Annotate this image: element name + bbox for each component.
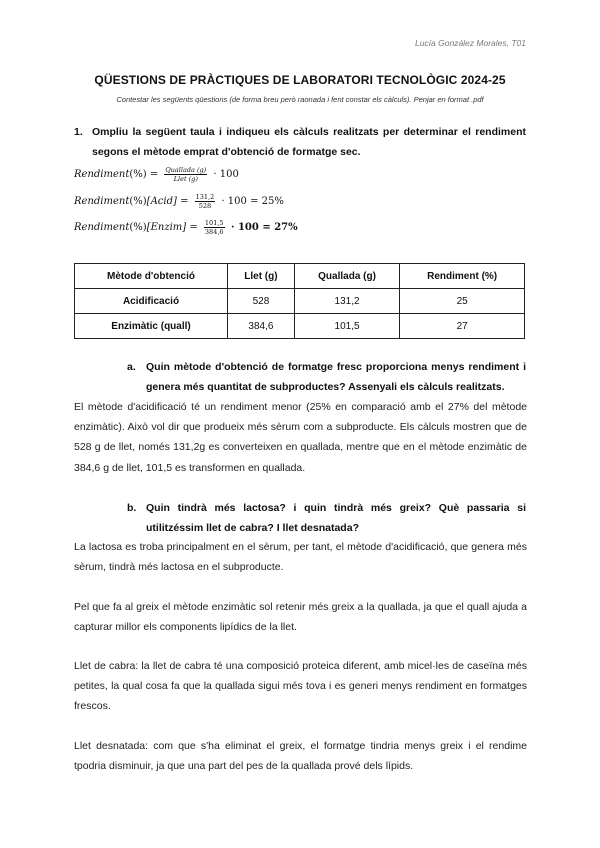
formula-general (74, 166, 239, 183)
subquestion-b-letter: b. (127, 502, 137, 514)
subquestion-a-text: Quin mètode d'obtenció de formatge fresc proporciona menys rendiment i genera més quantitat de subproductes? Assenyali els càlculs realitzats. (146, 361, 526, 393)
formula-acid (74, 193, 284, 210)
formula-lhs-word: Rendiment (74, 196, 130, 207)
subquestion-b-text: Quin tindrà més lactosa? i quin tindrà més greix? Què passaria si utilitzéssim llet de cabra? I llet desnatada? (146, 502, 526, 534)
document-subtitle: Contestar les següents qüestions (de forma breu però raonada i fent constar els càlculs). Penjar en format .pdf (116, 95, 484, 104)
table-row (75, 289, 525, 314)
formula-equals: = (186, 222, 201, 233)
formula-rhs: · 100 = 25% (218, 196, 284, 207)
table-cell: 131,2 (294, 289, 399, 314)
table-cell: 384,6 (228, 314, 295, 339)
answer-b-lactose: La lactosa es troba principalment en el sèrum, per tant, el mètode d'acidificació, que genera més sèrum, tindrà més lactosa en el subproducte. (74, 541, 527, 574)
answer-b-goat-milk: Llet de cabra: la llet de cabra té una composició proteica diferent, amb micel·les de caseïna més petites, la qual cosa fa que la quallada sigui més tova i es generi menys rendiment en formatges frescos. (74, 660, 527, 713)
formula-fraction (204, 219, 225, 236)
results-table (74, 263, 525, 339)
formula-lhs-word: Rendiment (74, 169, 130, 180)
table-cell: 27 (400, 314, 525, 339)
table-header-cell: Mètode d'obtenció (75, 264, 228, 289)
table-cell: 101,5 (294, 314, 399, 339)
table-header-cell: Rendiment (%) (400, 264, 525, 289)
author-header: Lucía González Morales, T01 (414, 38, 526, 48)
formula-enzim (74, 219, 298, 236)
subquestion-a (127, 357, 526, 397)
formula-rhs: · 100 = 27% (227, 222, 298, 233)
fraction-denominator: Llet (g) (173, 175, 198, 183)
fraction-numerator: Quallada (g) (165, 166, 207, 174)
document-title: QÜESTIONS DE PRÀCTIQUES DE LABORATORI TECNOLÒGIC 2024-25 (94, 73, 506, 87)
table-cell: 25 (400, 289, 525, 314)
formula-rhs: · 100 (210, 169, 239, 180)
formula-equals: = (176, 196, 192, 207)
formula-lhs-sub: [Enzim] (146, 222, 187, 233)
formula-fraction (164, 166, 207, 183)
formula-lhs-unit: (%) (129, 169, 147, 180)
fraction-denominator: 384,6 (204, 228, 224, 236)
fraction-numerator: 101,5 (204, 219, 224, 227)
fraction-numerator: 131,2 (195, 193, 215, 201)
table-cell: Enzimàtic (quall) (75, 314, 228, 339)
subquestion-a-letter: a. (127, 361, 136, 373)
table-header-cell: Llet (g) (228, 264, 295, 289)
table-row (75, 314, 525, 339)
formula-fraction (195, 193, 216, 210)
table-cell: 528 (228, 289, 295, 314)
table-cell: Acidificació (75, 289, 228, 314)
formula-lhs-sub: [Acid] (146, 196, 177, 207)
subquestion-b (127, 498, 526, 538)
fraction-denominator: 528 (198, 202, 212, 210)
formula-lhs-unit: (%) (129, 196, 147, 207)
answer-b-fat: Pel que fa al greix el mètode enzimàtic sol retenir més greix a la quallada, ja que el quall ajuda a capturar millor els components lipídics de la llet. (74, 601, 527, 634)
table-header-cell: Quallada (g) (294, 264, 399, 289)
formula-equals: = (146, 169, 162, 180)
answer-b-skimmed-milk: Llet desnatada: com que s'ha eliminat el greix, el formatge tindria menys greix i el rendime tpodria disminuir, ja que una part del pes de la quallada prové dels lípids. (74, 740, 527, 773)
formula-lhs-word: Rendiment (74, 222, 130, 233)
table-header-row (75, 264, 525, 289)
formula-lhs-unit: (%) (129, 222, 147, 233)
question-1 (74, 123, 526, 162)
answer-a-paragraph: El mètode d'acidificació té un rendiment menor (25% en comparació amb el 27% del mètode enzimàtic). Això vol dir que produeix més sèrum com a subproducte. Els càlculs mostren que de 528 g de llet, només 131,2g es converteixen en quallada, mentre que en el mètode enzimàtic de 384,6 g de llet, 101,5 es transformen en quallada. (74, 401, 527, 474)
question-1-text: Ompliu la següent taula i indiqueu els càlculs realitzats per determinar el rendiment segons el mètode emprat d'obtenció de formatge sec. (92, 126, 526, 158)
question-1-number: 1. (74, 126, 83, 138)
